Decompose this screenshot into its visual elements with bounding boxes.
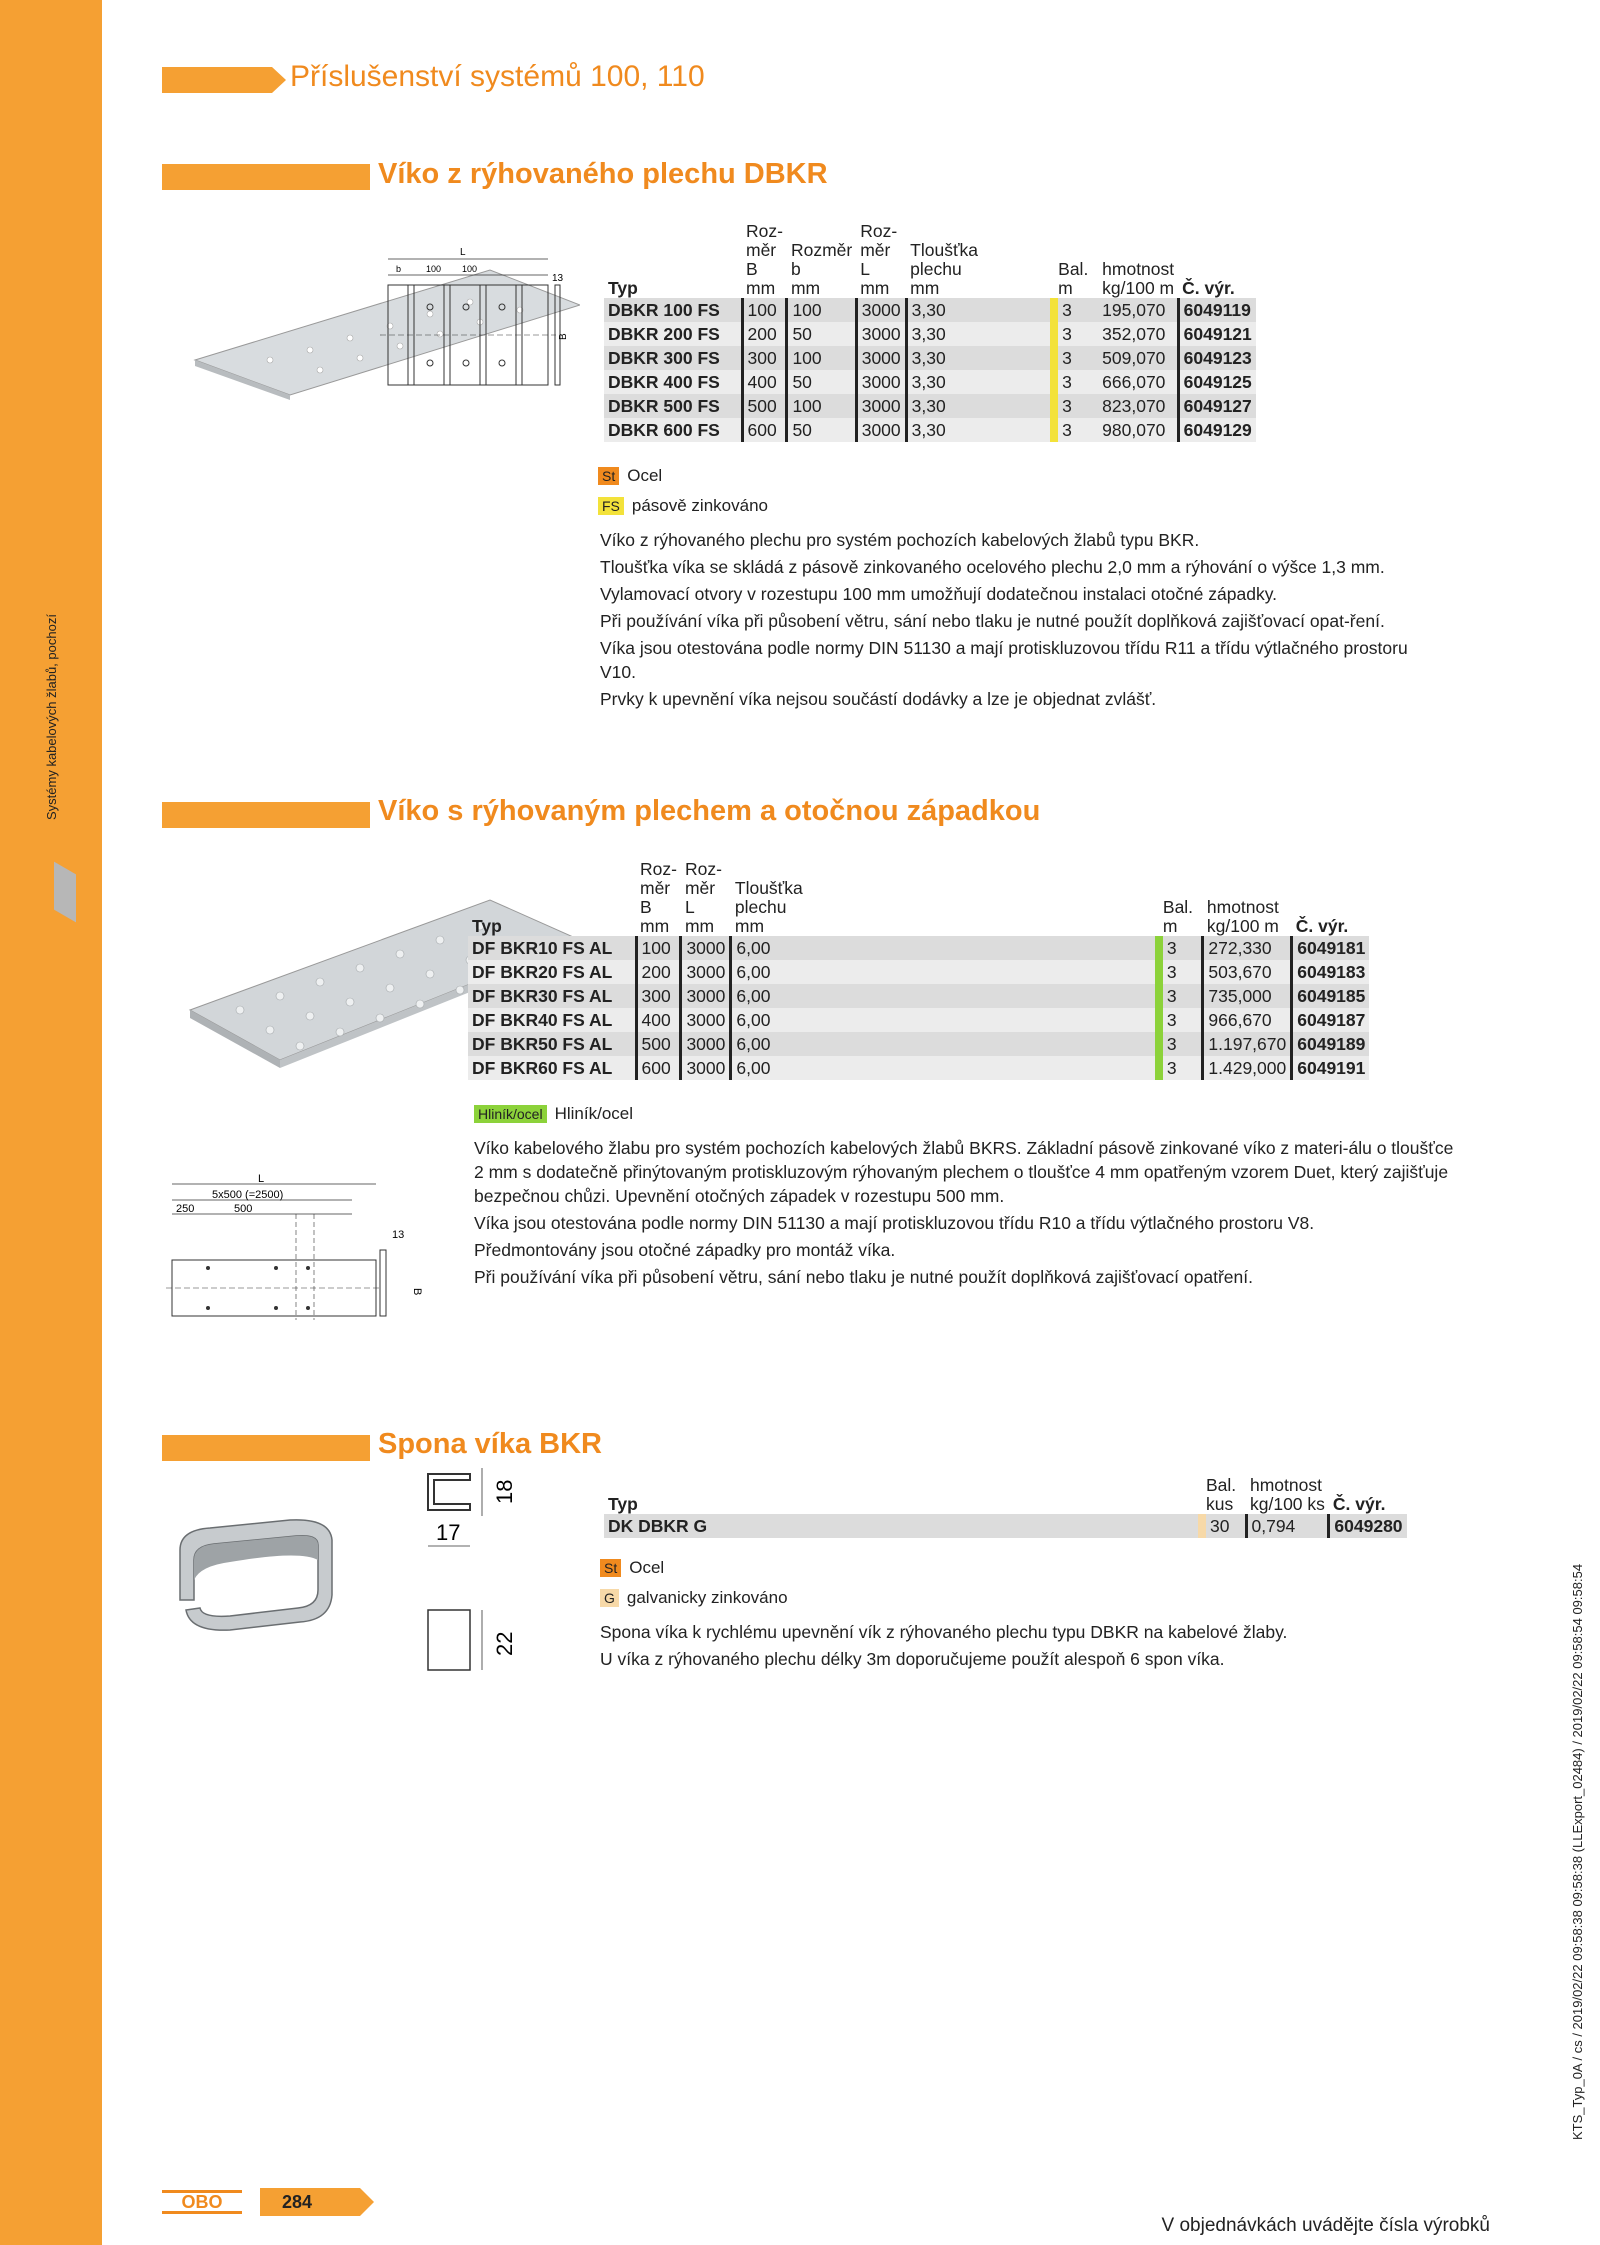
svg-text:OBO: OBO [181,2192,223,2212]
page-title: Příslušenství systémů 100, 110 [290,60,705,93]
legend-st: St Ocel [598,466,662,486]
df-bkr-description: Víko kabelového žlabu pro systém pochozích kabelových žlabů BKRS. Základní pásově zinkované víko z materi-álu o tloušťce 2 mm s dodatečně přinýtovaným protiskluzovým rýhovaným plechem o tloušťce 4 mm opatřeným vzorem Duet, který zajišťuje bezpečnou chůzi. Upevnění otočných západek v rozestupu 500 mm. Víka jsou otestována podle normy DIN 51130 a mají protiskluzovou třídu R10 a třídu výtlačného prostoru V8. Předmontovány jsou otočné západky pro montáž víka. Při používání víka při působení větru, sání nebo tlaku je nutné použít doplňková zajišťovací opatření. [474,1138,1454,1287]
section-title-spona: Spona víka BKR [378,1428,602,1460]
df-bkr-technical-drawing [166,1170,436,1320]
table-row: DF BKR60 FS AL 600 3000 6,00 3 1.429,000 6049191 [468,1056,1369,1080]
col-L: Roz- měr L mm [860,221,898,298]
legend-hlinik: Hliník/ocel Hliník/ocel [474,1104,633,1124]
drawing-label-13: 13 [392,1229,405,1241]
spona-product-image [170,1500,350,1650]
col-B: Roz- měr B mm [640,859,677,936]
legend-st-2: St Ocel [600,1558,664,1578]
section-bar-1 [162,164,370,190]
table-row: DBKR 600 FS 600 50 3000 3,30 3 980,070 6049129 [604,418,1256,442]
drawing-label-18: 18 [492,1479,517,1504]
legend-g: G galvanicky zinkováno [600,1588,788,1608]
section-title-dbkr: Víko z rýhovaného plechu DBKR [378,158,828,190]
dbkr-technical-drawing [380,245,575,395]
drawing-label-B: B [558,333,569,340]
table-row: DBKR 100 FS 100 100 3000 3,30 3 195,070 6049119 [604,298,1256,322]
spona-description: Spona víka k rychlému upevnění vík z rýhovaného plechu typu DBKR na kabelové žlaby. U víka z rýhovaného plechu délky 3m doporučujeme použít alespoň 6 spon víka. [600,1622,1288,1669]
sidebar-text: Systémy kabelových žlabů, pochozí [44,614,59,820]
table-row: DBKR 200 FS 200 50 3000 3,30 3 352,070 6049121 [604,322,1256,346]
col-B: Roz- měr B mm [746,221,783,298]
col-thickness: Tloušťka plechu mm [734,878,803,936]
df-bkr-spec-table [468,860,1369,1080]
table-row: DBKR 500 FS 500 100 3000 3,30 3 823,070 6049127 [604,394,1256,418]
col-typ: Typ [472,916,502,936]
col-typ: Typ [608,278,638,298]
legend-fs: FS pásově zinkováno [598,496,768,516]
page-number: 284 [282,2192,313,2212]
table-row: DBKR 300 FS 300 100 3000 3,30 3 509,070 6049123 [604,346,1256,370]
drawing-label-b: b [396,264,402,274]
section-title-df-bkr: Víko s rýhovaným plechem a otočnou západkou [378,795,1041,827]
col-weight: hmotnost kg/100 ks [1250,1475,1325,1514]
col-bal: Bal. m [1058,259,1089,298]
footer-note: V objednávkách uvádějte čísla výrobků [1161,2215,1490,2236]
table-row: DK DBKR G 30 0,794 6049280 [604,1514,1407,1538]
col-bal: Bal. m [1162,897,1194,936]
drawing-label-13: 13 [552,273,564,284]
col-cv: Č. výr. [1332,1494,1386,1514]
drawing-label-L: L [460,247,466,258]
obo-logo [162,2190,242,2214]
spona-spec-table [604,1476,1407,1538]
header-bar [162,67,272,93]
table-row: DF BKR50 FS AL 500 3000 6,00 3 1.197,670 6049189 [468,1032,1369,1056]
table-row: DF BKR30 FS AL 300 3000 6,00 3 735,000 6049185 [468,984,1369,1008]
col-bal: Bal. kus [1206,1475,1237,1514]
drawing-label-100a: 100 [426,264,442,274]
col-weight: hmotnost kg/100 m [1206,897,1279,936]
table-row: DF BKR40 FS AL 400 3000 6,00 3 966,670 6049187 [468,1008,1369,1032]
table-row: DF BKR10 FS AL 100 3000 6,00 3 272,330 6049181 [468,936,1369,960]
drawing-label-B: B [411,1288,423,1296]
col-cv: Č. výr. [1182,278,1235,298]
drawing-label-500: 500 [234,1203,253,1215]
section-bar-2 [162,802,370,828]
dbkr-spec-table [604,222,1256,442]
col-thickness: Tloušťka plechu mm [910,240,978,298]
col-L: Roz- měr L mm [684,859,722,936]
drawing-label-22: 22 [492,1631,517,1656]
col-weight: hmotnost kg/100 m [1102,259,1175,298]
col-cv: Č. výr. [1295,916,1349,936]
table-row: DF BKR20 FS AL 200 3000 6,00 3 503,670 6049183 [468,960,1369,984]
table-row: DBKR 400 FS 400 50 3000 3,30 3 666,070 6049125 [604,370,1256,394]
drawing-label-span: 5x500 (=2500) [212,1189,284,1201]
section-bar-3 [162,1435,370,1461]
export-metadata: KTS_Typ_0A / cs / 2019/02/22 09:58:38 09:58:38 (LLExport_02484) / 2019/02/22 09:58:54 09:58:54 [1570,1563,1585,2140]
drawing-label-100b: 100 [462,264,478,274]
col-typ: Typ [608,1494,638,1514]
col-b: Rozměr b mm [790,240,853,298]
spona-technical-drawing [420,1460,530,1680]
drawing-label-250: 250 [176,1203,195,1215]
dbkr-description: Víko z rýhovaného plechu pro systém pochozích kabelových žlabů typu BKR. Tloušťka víka se skládá z pásově zinkovaného ocelového plechu 2,0 mm a rýhování o výšce 1,3 mm. Vylamovací otvory v rozestupu 100 mm umožňují dodatečnou instalaci otočné západky. Při používání víka při působení větru, sání nebo tlaku je nutné použít doplňková zajišťovací opat-ření. Víka jsou otestována podle normy DIN 51130 a mají protiskluzovou třídu R11 a třídu výtlačného prostoru V10. Prvky k upevnění víka nejsou součástí dodávky a lze je objednat zvlášť. [600,530,1408,709]
drawing-label-17: 17 [436,1520,461,1545]
drawing-label-L: L [258,1173,265,1185]
sidebar [0,0,102,2245]
